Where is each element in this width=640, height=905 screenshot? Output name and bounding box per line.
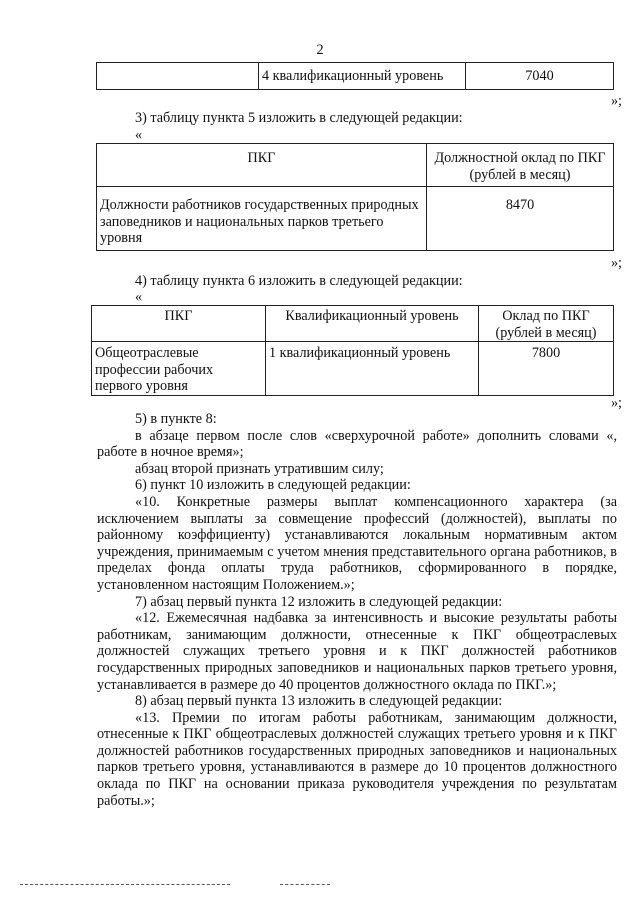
table-pkg-salary	[96, 143, 614, 251]
paragraph: абзац второй признать утратившим силу;	[135, 460, 384, 477]
opening-quote: «	[135, 127, 143, 143]
table-row	[97, 187, 614, 251]
opening-quote: «	[135, 289, 143, 305]
table-header-cell: Квалификационный уровень	[266, 306, 479, 342]
table-header-cell: ПКГ	[97, 144, 427, 187]
paragraph: «12. Ежемесячная надбавка за интенсивность и высокие результаты работы работникам, занимающим должности, отнесенные к ПКГ общеотраслевых должностей служащих третьего уровня и к ПКГ должностей работников государственных природных заповедников и национальных парков третьего уровня, устанавливается в размере до 40 процентов должностного оклада по ПКГ.»;	[97, 610, 617, 693]
table-cell: Должности работников государственных природных заповедников и национальных парков третьего уровня	[97, 187, 427, 251]
table-header-cell: Оклад по ПКГ (рублей в месяц)	[479, 306, 614, 342]
footer-divider	[280, 884, 330, 885]
page-number: 2	[316, 42, 324, 58]
table-row	[97, 63, 614, 90]
item-3-intro: 3) таблицу пункта 5 изложить в следующей редакции:	[135, 110, 463, 126]
table-header-row	[97, 144, 614, 187]
paragraph: в абзаце первом после слов «сверхурочной работе» дополнить словами «, работе в ночное время»;	[97, 427, 617, 461]
table-cell: 8470	[427, 187, 614, 251]
paragraph: «13. Премии по итогам работы работникам, занимающим должности, отнесенные к ПКГ общеотраслевых должностей служащих третьего уровня и к ПКГ должностей работников государственных природных заповедников и национальных парков третьего уровня, устанавливаются в размере до 10 процентов должностного оклада по ПКГ на основании приказа руководителя учреждения по результатам работы.»;	[97, 709, 617, 809]
paragraph: 7) абзац первый пункта 12 изложить в следующей редакции:	[135, 593, 503, 610]
table-cell: Общеотраслевые профессии рабочих первого уровня	[92, 342, 266, 396]
table-header-cell: ПКГ	[92, 306, 266, 342]
table-cell: 1 квалификационный уровень	[266, 342, 479, 396]
table-header-cell: Должностной оклад по ПКГ (рублей в месяц)	[427, 144, 614, 187]
table-cell	[97, 63, 259, 90]
table-pkg-qualification	[91, 305, 614, 396]
table-header-row	[92, 306, 614, 342]
paragraph: 5) в пункте 8:	[135, 411, 217, 427]
closing-quote: »;	[610, 93, 622, 109]
paragraph: 8) абзац первый пункта 13 изложить в следующей редакции:	[135, 693, 503, 710]
table-continuation	[96, 62, 614, 90]
closing-quote: »;	[610, 255, 622, 271]
table-row	[92, 342, 614, 396]
item-4-intro: 4) таблицу пункта 6 изложить в следующей редакции:	[135, 273, 463, 289]
footer-divider	[20, 884, 230, 885]
paragraph: 6) пункт 10 изложить в следующей редакции:	[135, 477, 411, 494]
table-cell: 4 квалификационный уровень	[259, 63, 466, 90]
amendment-text	[97, 411, 617, 809]
paragraph: «10. Конкретные размеры выплат компенсационного характера (за исключением выплаты за совмещение профессий (должностей), выплаты по районному коэффициенту) устанавливаются локальным нормативным актом учреждения, принимаемым с учетом мнения представительного органа работников, в пределах фонда оплаты труда работников, сформированного в порядке, установленном настоящим Положением.»;	[97, 493, 617, 593]
table-cell: 7040	[466, 63, 614, 90]
table-cell: 7800	[479, 342, 614, 396]
closing-quote: »;	[610, 395, 622, 411]
